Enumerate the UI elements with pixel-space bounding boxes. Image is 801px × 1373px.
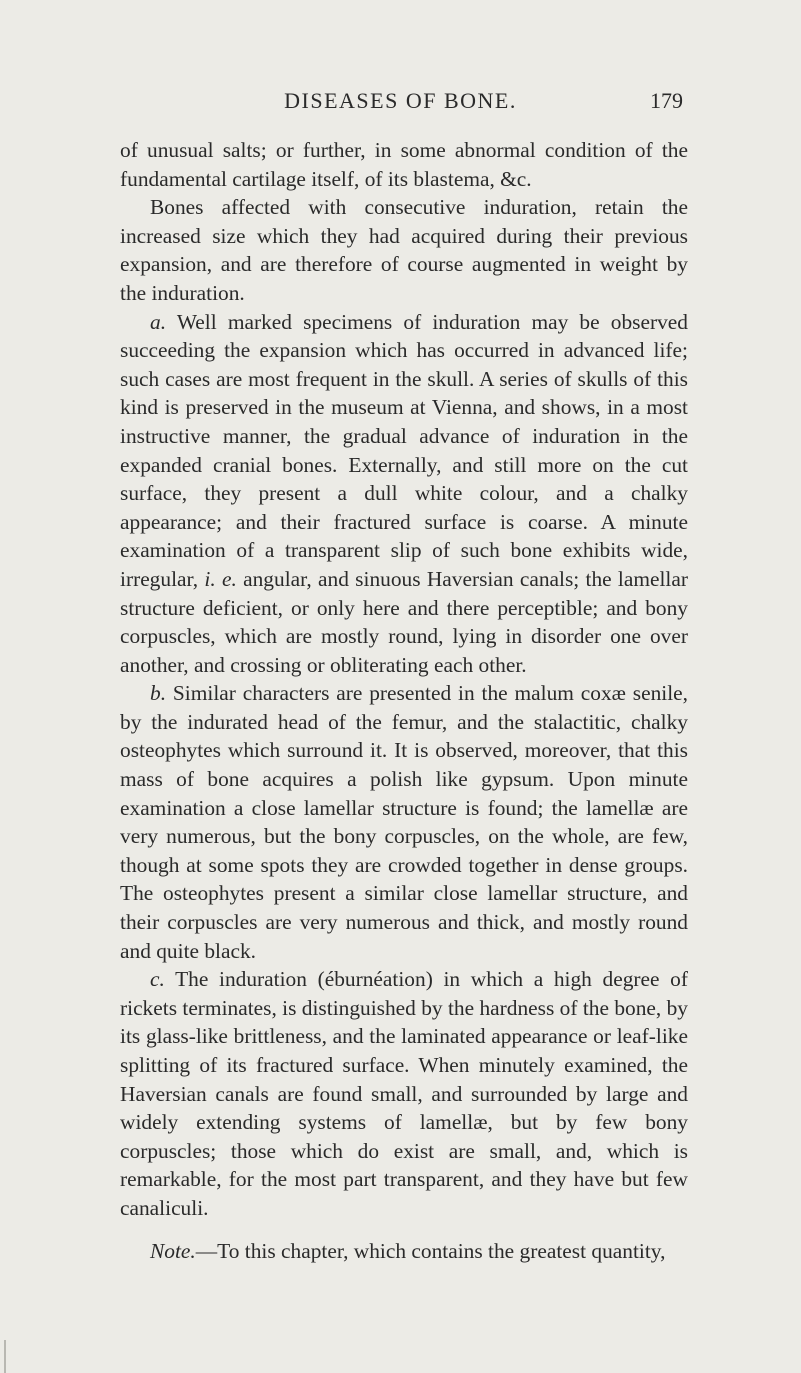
paragraph-consecutive-induration	[120, 193, 688, 307]
note-label: Note.	[150, 1238, 196, 1263]
paragraph-text: Bones affected with consecutive induration, retain the increased size which they had acquired during their previous expansion, and are therefore of course augmented in weight by the induration.	[120, 195, 688, 305]
running-head: DISEASES OF BONE.	[284, 88, 517, 113]
page-header	[0, 88, 801, 118]
paragraph-text: of unusual salts; or further, in some abnormal condition of the fundamental cartilage itself, of its blastema, &c.	[120, 138, 688, 191]
paragraph-text: Well marked specimens of induration may be observed succeeding the expansion which has occurred in advanced life; such cases are most frequent in the skull. A series of skulls of this kind is preserved in the museum at Vienna, and shows, in a most instructive manner, the gradual advance of induration in the expanded cranial bones. Externally, and still more on the cut surface, they present a dull white colour, and a chalky appearance; and their fractured surface is coarse. A minute examination of a transparent slip of such bone exhibits wide, irregular,	[120, 309, 688, 591]
paragraph-b	[120, 679, 688, 965]
paragraph-c	[120, 965, 688, 1222]
paragraph-label: b.	[150, 681, 167, 706]
paragraph-text-continued: angular, and sinuous Haversian canals; the lamellar structure deficient, or only here and there perceptible; and bony corpuscles, which are mostly round, lying in disorder one over another, and crossing or obliterating each other.	[120, 566, 688, 677]
paragraph-a	[120, 308, 688, 680]
page-number: 179	[650, 88, 683, 113]
paragraph-continuation	[120, 136, 688, 193]
paragraph-label: a.	[150, 309, 167, 334]
paragraph-text: Similar characters are presented in the malum coxæ senile, by the indurated head of the femur, and the stalactitic, chalky osteophytes which surround it. It is observed, moreover, that this mass of bone acquires a polish like gypsum. Upon minute examination a close lamellar structure is found; the lamellæ are very numerous, but the bony corpuscles, on the whole, are few, though at some spots they are crowded together in dense groups. The osteophytes present a similar close lamellar structure, and their corpuscles are very numerous and thick, and mostly round and quite black.	[120, 681, 688, 963]
page-edge-mark	[4, 1340, 6, 1373]
paragraph-label: c.	[150, 967, 165, 992]
note-text: —To this chapter, which contains the greatest quantity,	[195, 1238, 666, 1263]
paragraph-note	[120, 1237, 688, 1266]
body-text	[120, 136, 688, 1265]
ie-abbreviation: i. e.	[204, 566, 237, 591]
paragraph-text: The induration (éburnéation) in which a high degree of rickets terminates, is distinguished by the hardness of the bone, by its glass-like brittleness, and the laminated appearance or leaf-like splitting of its fractured surface. When minutely examined, the Haversian canals are found small, and surrounded by large and widely extending systems of lamellæ, but by few bony corpuscles; those which do exist are small, and, which is remarkable, for the most part transparent, and they have but few canaliculi.	[120, 967, 688, 1220]
